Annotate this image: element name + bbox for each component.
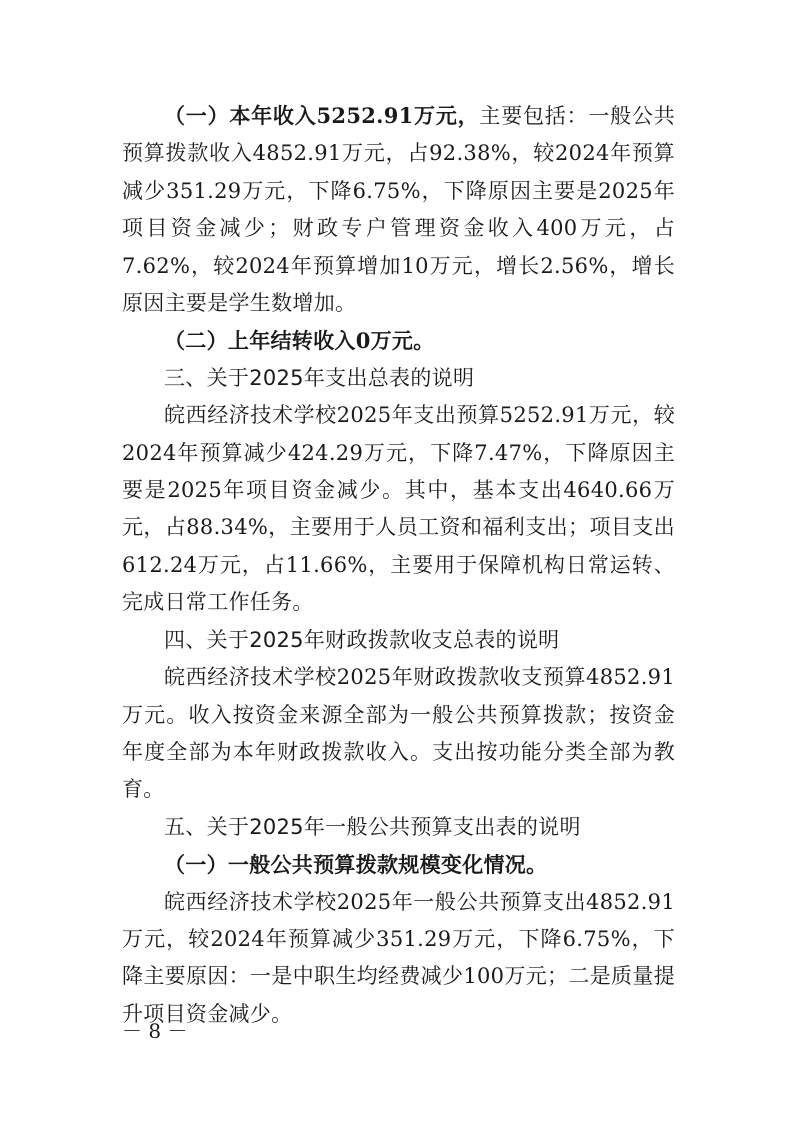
document-body — [122, 97, 675, 1033]
page-number: － 8 － — [122, 1019, 188, 1043]
subheading-budget-scale-change: （一）一般公共预算拨款规模变化情况。 — [164, 852, 548, 878]
paragraph-prior-year-carryover: （二）上年结转收入0万元。 — [164, 328, 435, 354]
current-year-income-detail: 主要包括：一般公共预算拨款收入4852.91万元，占92.38%，较2024年预算减少351.29万元，下降6.75%，下降原因主要是2025年项目资金减少；财政专户管理资金收入400万元，占7.62%，较2024年预算增加10万元，增长2.56%，增长原因主要是学生数增加。 — [122, 104, 675, 316]
heading-fiscal-appropriation-summary: 四、关于2025年财政拨款收支总表的说明 — [164, 627, 560, 652]
paragraph-current-year-income — [122, 97, 675, 322]
paragraph-budget-scale-change: 皖西经济技术学校2025年一般公共预算支出4852.91万元，较2024年预算减少351.29万元，下降6.75%，下降主要原因：一是中职生均经费减少100万元；二是质量提升项目资金减少。 — [122, 889, 675, 1026]
paragraph-fiscal-appropriation-summary: 皖西经济技术学校2025年财政拨款收支预算4852.91万元。收入按资金来源全部为一般公共预算拨款；按资金年度全部为本年财政拨款收入。支出按功能分类全部为教育。 — [122, 665, 675, 802]
heading-general-budget-expenditure: 五、关于2025年一般公共预算支出表的说明 — [164, 814, 581, 839]
paragraph-expenditure-summary: 皖西经济技术学校2025年支出预算5252.91万元，较2024年预算减少424.29万元，下降7.47%，下降原因主要是2025年项目资金减少。其中，基本支出4640.66万元，占88.34%，主要用于人员工资和福利支出；项目支出612.24万元，占11.66%，主要用于保障机构日常运转、完成日常工作任务。 — [122, 403, 675, 615]
heading-expenditure-summary: 三、关于2025年支出总表的说明 — [164, 365, 475, 390]
current-year-income-lead: （一）本年收入5252.91万元， — [164, 103, 480, 128]
